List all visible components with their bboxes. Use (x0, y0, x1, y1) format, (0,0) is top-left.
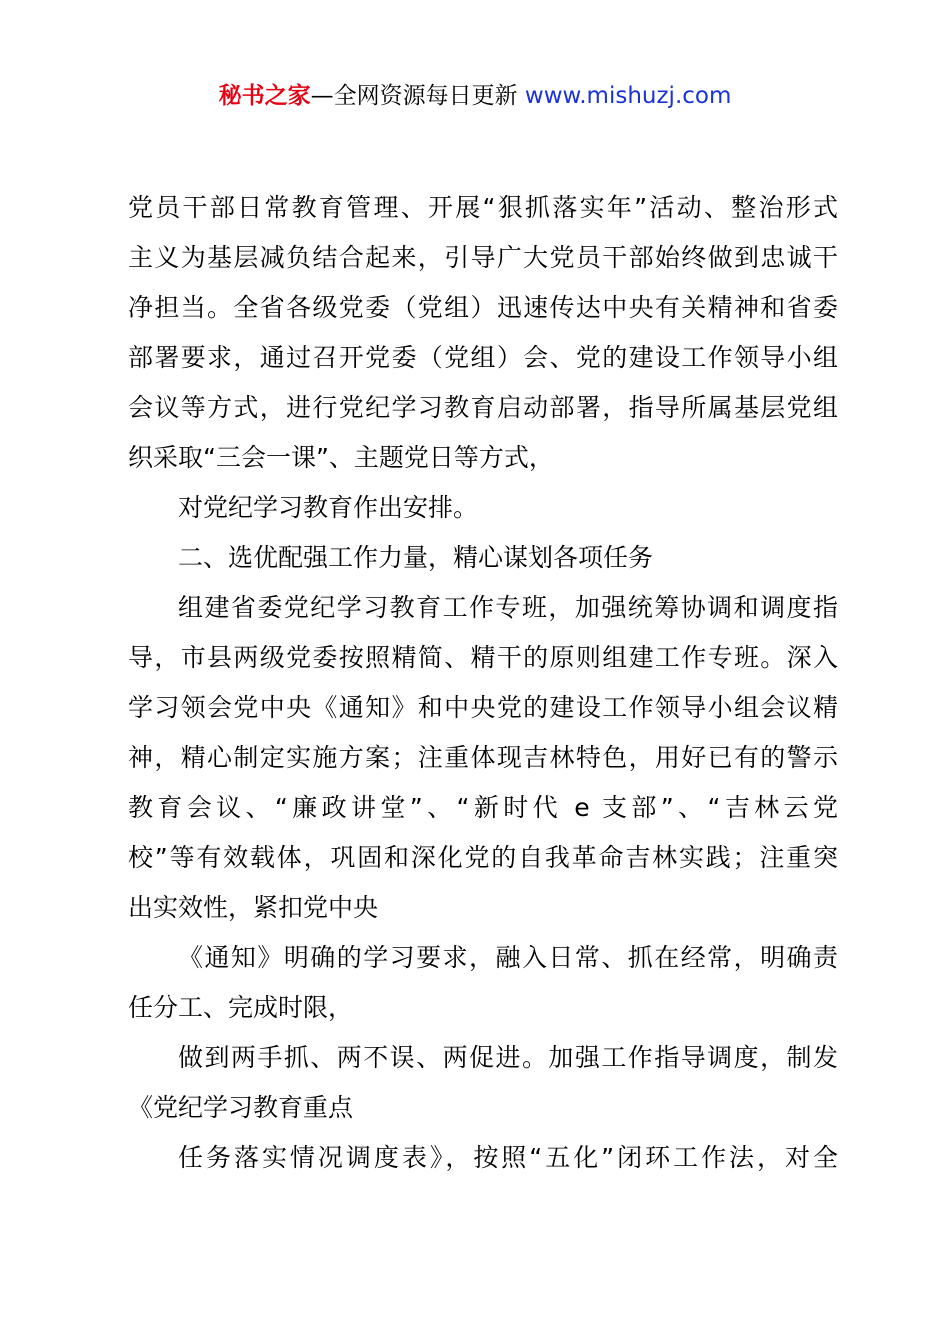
text-line: 党员干部日常教育管理、开展“狠抓落实年”活动、整治形式 (128, 193, 838, 222)
text-line: 《通知》明确的学习要求，融入日常、抓在经常，明确责 (178, 943, 838, 972)
text-line: 织采取“三会一课”、主题党日等方式， (128, 443, 554, 472)
text-line: 神，精心制定实施方案；注重体现吉林特色，用好已有的警示 (128, 743, 838, 772)
page-header (0, 80, 950, 112)
text-line: 部署要求，通过召开党委（党组）会、党的建设工作领导小组 (128, 343, 838, 372)
site-brand: 秘书之家 (218, 83, 311, 109)
text-line: 对党纪学习教育作出安排。 (178, 493, 479, 522)
text-line: 组建省委党纪学习教育工作专班，加强统筹协调和调度指 (178, 593, 838, 622)
text-line: 导，市县两级党委按照精简、精干的原则组建工作专班。深入 (128, 643, 838, 672)
text-line: 主义为基层减负结合起来，引导广大党员干部始终做到忠诚干 (128, 243, 838, 272)
text-line: 任分工、完成时限， (128, 993, 354, 1022)
site-url-link[interactable]: www.mishuzj.com (524, 83, 732, 109)
text-line: 净担当。全省各级党委（党组）迅速传达中央有关精神和省委 (128, 293, 838, 322)
document-body (128, 183, 838, 1183)
text-line: 做到两手抓、两不误、两促进。加强工作指导调度，制发 (178, 1043, 838, 1072)
section-heading: 二、选优配强工作力量，精心谋划各项任务 (178, 543, 654, 572)
text-line: 学习领会党中央《通知》和中央党的建设工作领导小组会议精 (128, 693, 838, 722)
site-tagline: —全网资源每日更新 (310, 83, 518, 109)
text-line: 教育会议、“廉政讲堂”、“新时代 e 支部”、“吉林云党 (128, 793, 838, 822)
text-line: 任务落实情况调度表》，按照“五化”闭环工作法，对全 (178, 1143, 838, 1172)
text-line: 《党纪学习教育重点 (128, 1093, 354, 1122)
text-line: 会议等方式，进行党纪学习教育启动部署，指导所属基层党组 (128, 393, 838, 422)
text-line: 出实效性，紧扣党中央 (128, 893, 379, 922)
text-line: 校”等有效载体，巩固和深化党的自我革命吉林实践；注重突 (128, 843, 838, 872)
